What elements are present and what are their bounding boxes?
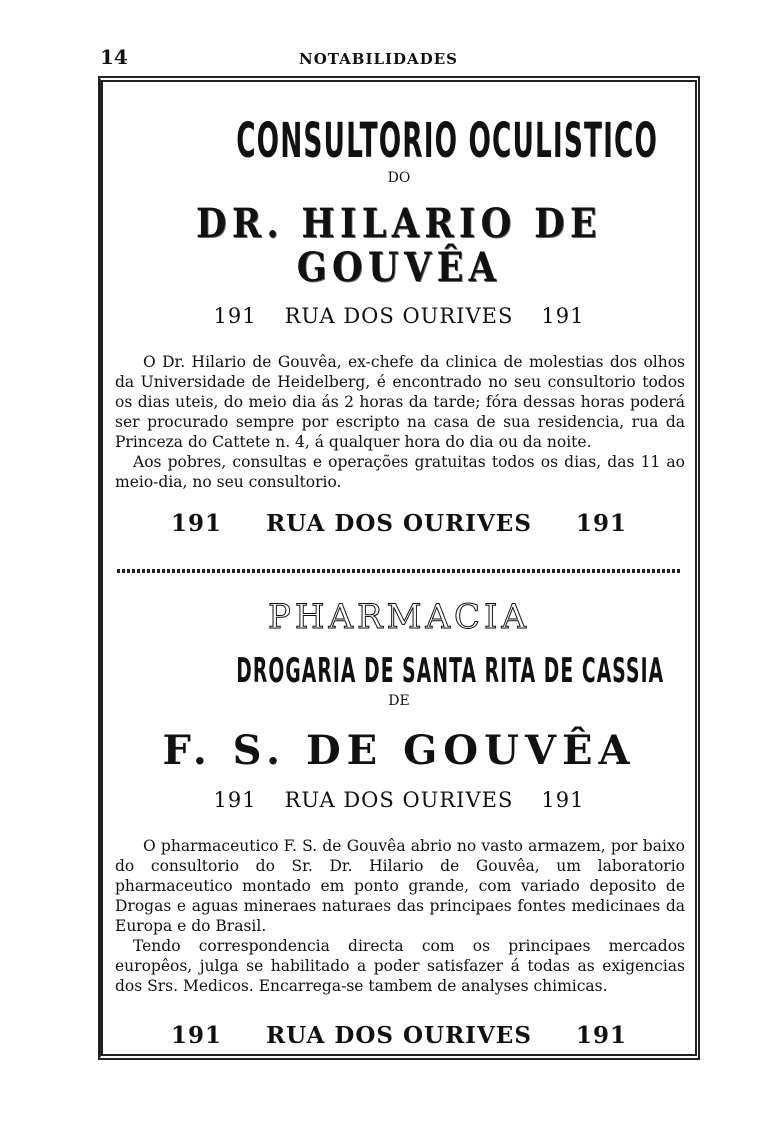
doctor-name: DR. HILARIO DE GOUVÊA <box>196 200 602 291</box>
oculist-title: CONSULTORIO OCULISTICO <box>236 113 659 169</box>
oculist-paragraph-1: O Dr. Hilario de Gouvêa, ex-chefe da clinica de molestias dos olhos da Universidade de Heidelberg, é encontrado no seu consultorio todos os dias uteis, do meio dia ás 2 horas da tarde; fóra dessas horas poderá ser procurado sempre por escripto na casa de sua residencia, rua da Princeza do Cattete n. 4, á qualquer hora do dia ou da noite. <box>115 353 685 451</box>
footer-number-left: 191 <box>171 510 223 537</box>
address-number-right: 191 <box>541 304 585 328</box>
oculist-paragraph-2: Aos pobres, consultas e operações gratuitas todos os dias, das 11 ao meio-dia, no seu consultorio. <box>115 453 685 491</box>
pharmacist-name: F. S. DE GOUVÊA <box>162 727 636 774</box>
pharmacy-preposition: DE <box>388 693 410 709</box>
oculist-footer-address <box>103 510 695 537</box>
address-street: RUA DOS OURIVES <box>284 788 514 812</box>
pharmacy-paragraph-2: Tendo correspondencia directa com os principaes mercados europêos, julga se habilitado a poder satisfazer á todas as exigencias dos Srs. Medicos. Encarrega-se tambem de analyses chimicas. <box>115 937 685 995</box>
advertisement-frame <box>98 76 700 1060</box>
footer-street: RUA DOS OURIVES <box>266 510 532 537</box>
oculist-preposition: DO <box>387 170 411 186</box>
address-number-left: 191 <box>213 788 257 812</box>
page-number: 14 <box>100 45 128 69</box>
pharmacy-subtitle: DROGARIA DE SANTA RITA DE CASSIA <box>236 651 665 691</box>
oculist-address <box>103 304 695 328</box>
address-number-right: 191 <box>541 788 585 812</box>
pharmacy-footer-address <box>103 1022 695 1049</box>
pharmacy-address <box>103 788 695 812</box>
address-street: RUA DOS OURIVES <box>284 304 514 328</box>
pharmacy-advertisement <box>103 587 695 1049</box>
footer-number-left: 191 <box>171 1022 223 1049</box>
oculist-advertisement <box>103 82 695 537</box>
footer-number-right: 191 <box>575 1022 627 1049</box>
footer-street: RUA DOS OURIVES <box>266 1022 532 1049</box>
pharmacy-title: PHARMACIA <box>267 597 531 637</box>
oculist-body <box>103 352 695 492</box>
pharmacy-body <box>103 836 695 996</box>
footer-number-right: 191 <box>575 510 627 537</box>
pharmacy-paragraph-1: O pharmaceutico F. S. de Gouvêa abrio no vasto armazem, por baixo do consultorio do Sr. Dr. Hilario de Gouvêa, um laboratorio pharmaceutico montado em ponto grande, com variado deposito de Drogas e aguas mineraes naturaes das principaes fontes medicinaes da Europa e do Brasil. <box>115 837 685 935</box>
running-title: NOTABILIDADES <box>299 50 458 68</box>
section-divider <box>117 569 681 573</box>
address-number-left: 191 <box>213 304 257 328</box>
